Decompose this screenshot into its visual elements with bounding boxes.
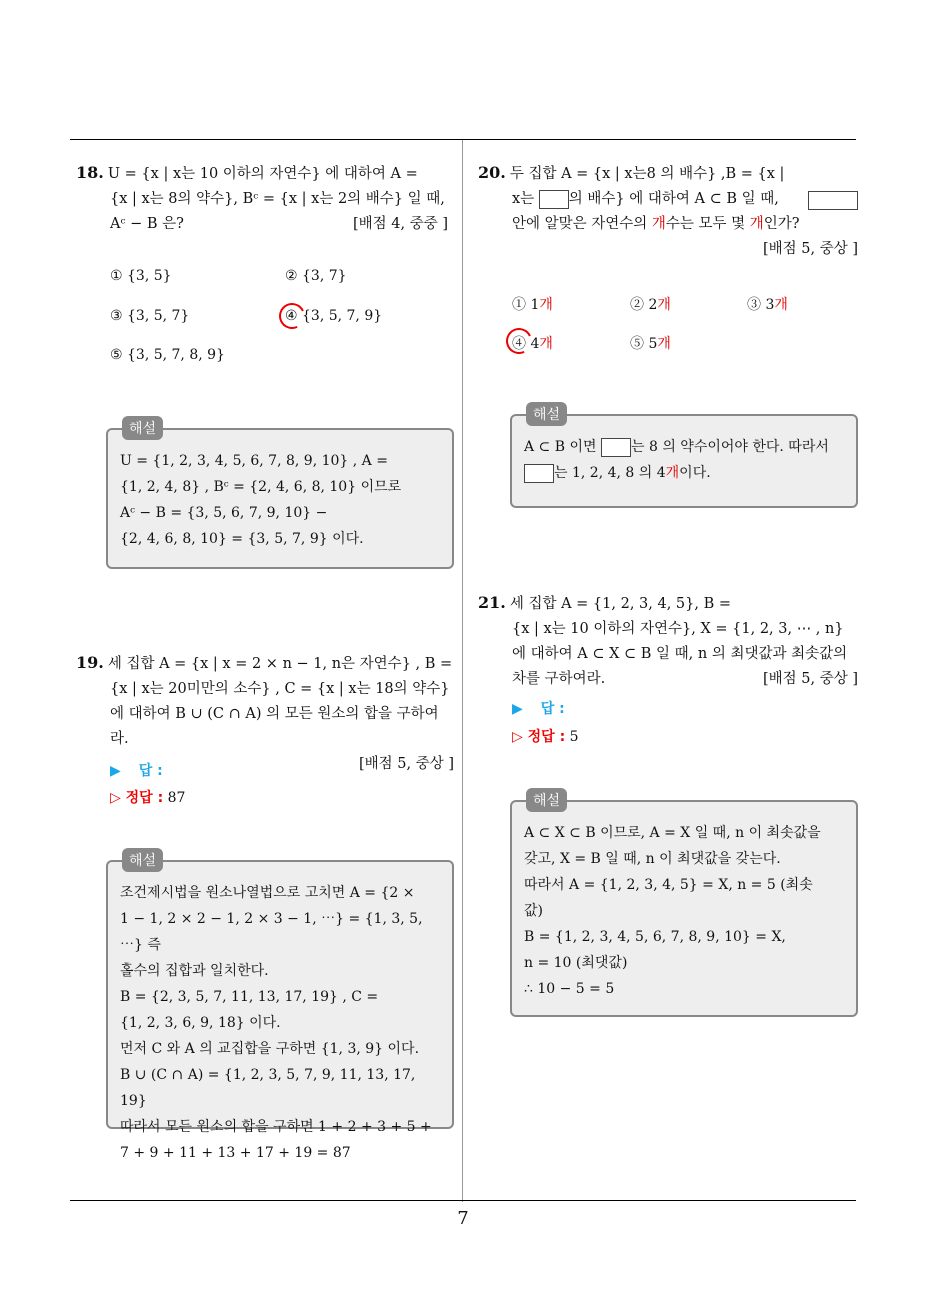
option-unit: 개 xyxy=(774,297,788,313)
solution-line: 따라서 모든 원소의 합을 구하면 1 + 2 + 3 + 5 + xyxy=(120,1119,432,1135)
question-text: 세 집합 A = {x | x = 2 × n − 1, n은 자연수} , B = xyxy=(107,656,453,672)
solution-box-21 xyxy=(510,793,858,1017)
solution-line: 따라서 A = {1, 2, 3, 4, 5} = X, n = 5 (최솟 xyxy=(524,877,813,893)
option-2[interactable]: ② {3, 7} xyxy=(285,268,347,284)
solution-line: 는 8 의 약수이어야 한다. 따라서 xyxy=(630,439,829,455)
correct-label: ▷ 정답 : xyxy=(110,790,164,806)
solution-line: {2, 4, 6, 8, 10} = {3, 5, 7, 9} 이다. xyxy=(120,531,364,547)
solution-tag: 해설 xyxy=(526,402,567,426)
solution-line: ∴ 10 − 5 = 5 xyxy=(524,981,615,997)
solution-line: B ∪ (C ∩ A) = {1, 2, 3, 5, 7, 9, 11, 13, 17, 19} xyxy=(120,1067,416,1109)
blank-box xyxy=(539,190,569,209)
question-number: 19. xyxy=(76,653,104,672)
question-text: 두 집합 A = {x | x는8 의 배수} ,B = {x | xyxy=(509,166,785,182)
correct-value: 5 xyxy=(569,729,579,745)
question-text: 차를 구하여라. xyxy=(512,671,606,687)
option-1[interactable] xyxy=(512,294,553,314)
solution-line: 는 1, 2, 4, 8 의 4 xyxy=(554,465,666,481)
question-text: Aᶜ − B 은? xyxy=(110,216,184,232)
solution-line: {1, 2, 4, 8} , Bᶜ = {2, 4, 6, 8, 10} 이므로 xyxy=(120,479,402,495)
option-unit: 개 xyxy=(539,297,553,313)
score-label: [배점 5, 중상 ] xyxy=(358,756,454,772)
solution-line: B = {1, 2, 3, 4, 5, 6, 7, 8, 9, 10} = X, xyxy=(524,929,786,945)
question-text: {x | x는 8의 약수}, Bᶜ = {x | x는 2의 배수} 일 때, xyxy=(110,191,445,207)
option-unit: 개 xyxy=(657,297,671,313)
option-5[interactable]: ⑤ {3, 5, 7, 8, 9} xyxy=(110,347,225,363)
solution-box-18 xyxy=(106,421,454,569)
correct-label: ▷ 정답 : xyxy=(512,729,566,745)
answer-label: 답 : xyxy=(540,701,565,717)
correct-line-21 xyxy=(512,726,579,746)
question-text: U = {x | x는 10 이하의 자연수} 에 대하여 A = xyxy=(107,166,418,182)
bottom-rule xyxy=(70,1200,856,1201)
answer-line-21 xyxy=(512,698,565,718)
option-text: ② 2 xyxy=(630,297,658,313)
question-text: 수는 모두 몇 xyxy=(665,216,750,232)
solution-tag: 해설 xyxy=(526,788,567,812)
score-label: [배점 5, 중상 ] xyxy=(762,241,858,257)
solution-line: n = 10 (최댓값) xyxy=(524,955,628,971)
answer-label: 답 : xyxy=(138,763,163,779)
option-4[interactable]: ④ {3, 5, 7, 9} xyxy=(285,308,383,324)
solution-box-19 xyxy=(106,853,454,1161)
question-text: 인가? xyxy=(763,216,800,232)
solution-line: 먼저 C 와 A 의 교집합을 구하면 {1, 3, 9} 이다. xyxy=(120,1041,420,1057)
option-text: ① 1 xyxy=(512,297,540,313)
solution-line: B = {2, 3, 5, 7, 11, 13, 17, 19} , C = xyxy=(120,989,379,1005)
solution-line: U = {1, 2, 3, 4, 5, 6, 7, 8, 9, 10} , A = xyxy=(120,453,388,469)
solution-tag: 해설 xyxy=(122,848,163,872)
question-text: {x | x는 10 이하의 자연수}, X = {1, 2, 3, ⋯ , n} xyxy=(512,621,844,637)
solution-line: 갖고, X = B 일 때, n 이 최댓값을 갖는다. xyxy=(524,851,781,867)
solution-line: 1 − 1, 2 × 2 − 1, 2 × 3 − 1, ⋯} = {1, 3, 5, ⋯} 즉 xyxy=(120,911,423,953)
option-1[interactable]: ① {3, 5} xyxy=(110,268,172,284)
score-label: [배점 4, 중중 ] xyxy=(352,216,448,232)
blank-box xyxy=(808,191,858,210)
question-number: 20. xyxy=(478,163,506,182)
option-text: ④ 4 xyxy=(512,336,540,352)
question-20 xyxy=(478,160,858,262)
option-text: ③ 3 xyxy=(747,297,775,313)
highlight-text: 개 xyxy=(749,216,764,232)
correct-line-19 xyxy=(110,787,185,807)
column-divider xyxy=(462,140,463,1202)
play-triangle-icon: ▶ xyxy=(110,763,121,779)
option-unit: 개 xyxy=(657,336,671,352)
page-number: 7 xyxy=(457,1208,469,1229)
blank-box xyxy=(524,464,554,483)
option-3[interactable] xyxy=(747,294,788,314)
solution-box-20 xyxy=(510,407,858,508)
option-2[interactable] xyxy=(630,294,671,314)
question-21 xyxy=(478,590,858,692)
play-triangle-icon: ▶ xyxy=(512,701,523,717)
question-text: {x | x는 20미만의 소수} , C = {x | x는 18의 약수} xyxy=(110,681,450,697)
question-18 xyxy=(76,160,454,237)
top-rule xyxy=(70,139,856,140)
question-text: 세 집합 A = {1, 2, 3, 4, 5}, B = xyxy=(509,596,732,612)
option-unit: 개 xyxy=(539,336,553,352)
option-4[interactable] xyxy=(512,333,553,353)
solution-line: 이다. xyxy=(679,465,711,481)
question-text: 에 대하여 B ∪ (C ∩ A) 의 모든 원소의 합을 구하여라. xyxy=(110,706,439,747)
highlight-text: 개 xyxy=(665,465,680,481)
solution-line: Aᶜ − B = {3, 5, 6, 7, 9, 10} − xyxy=(120,505,328,521)
solution-line: 홀수의 집합과 일치한다. xyxy=(120,963,269,979)
question-text: 에 대하여 A ⊂ X ⊂ B 일 때, n 의 최댓값과 최솟값의 xyxy=(512,646,848,662)
option-3[interactable]: ③ {3, 5, 7} xyxy=(110,308,190,324)
option-5[interactable] xyxy=(630,333,671,353)
solution-line: A ⊂ B 이면 xyxy=(524,439,597,455)
solution-line: 조건제시법을 원소나열법으로 고치면 A = {2 × xyxy=(120,885,415,901)
question-text: 의 배수} 에 대하여 A ⊂ B 일 때, xyxy=(568,191,779,207)
correct-value: 87 xyxy=(167,790,186,806)
question-text: x는 xyxy=(512,191,535,207)
option-text: ⑤ 5 xyxy=(630,336,658,352)
solution-line: A ⊂ X ⊂ B 이므로, A = X 일 때, n 이 최솟값을 xyxy=(524,825,821,841)
solution-line: 값) xyxy=(524,903,543,919)
question-text: 안에 알맞은 자연수의 xyxy=(512,216,652,232)
solution-line: {1, 2, 3, 6, 9, 18} 이다. xyxy=(120,1015,281,1031)
question-number: 21. xyxy=(478,593,506,612)
blank-box xyxy=(601,438,631,457)
score-label: [배점 5, 중상 ] xyxy=(762,671,858,687)
answer-line-19 xyxy=(110,760,163,780)
question-number: 18. xyxy=(76,163,104,182)
highlight-text: 개 xyxy=(651,216,666,232)
question-19 xyxy=(76,650,454,777)
solution-line: 7 + 9 + 11 + 13 + 17 + 19 = 87 xyxy=(120,1145,351,1161)
solution-tag: 해설 xyxy=(122,416,163,440)
